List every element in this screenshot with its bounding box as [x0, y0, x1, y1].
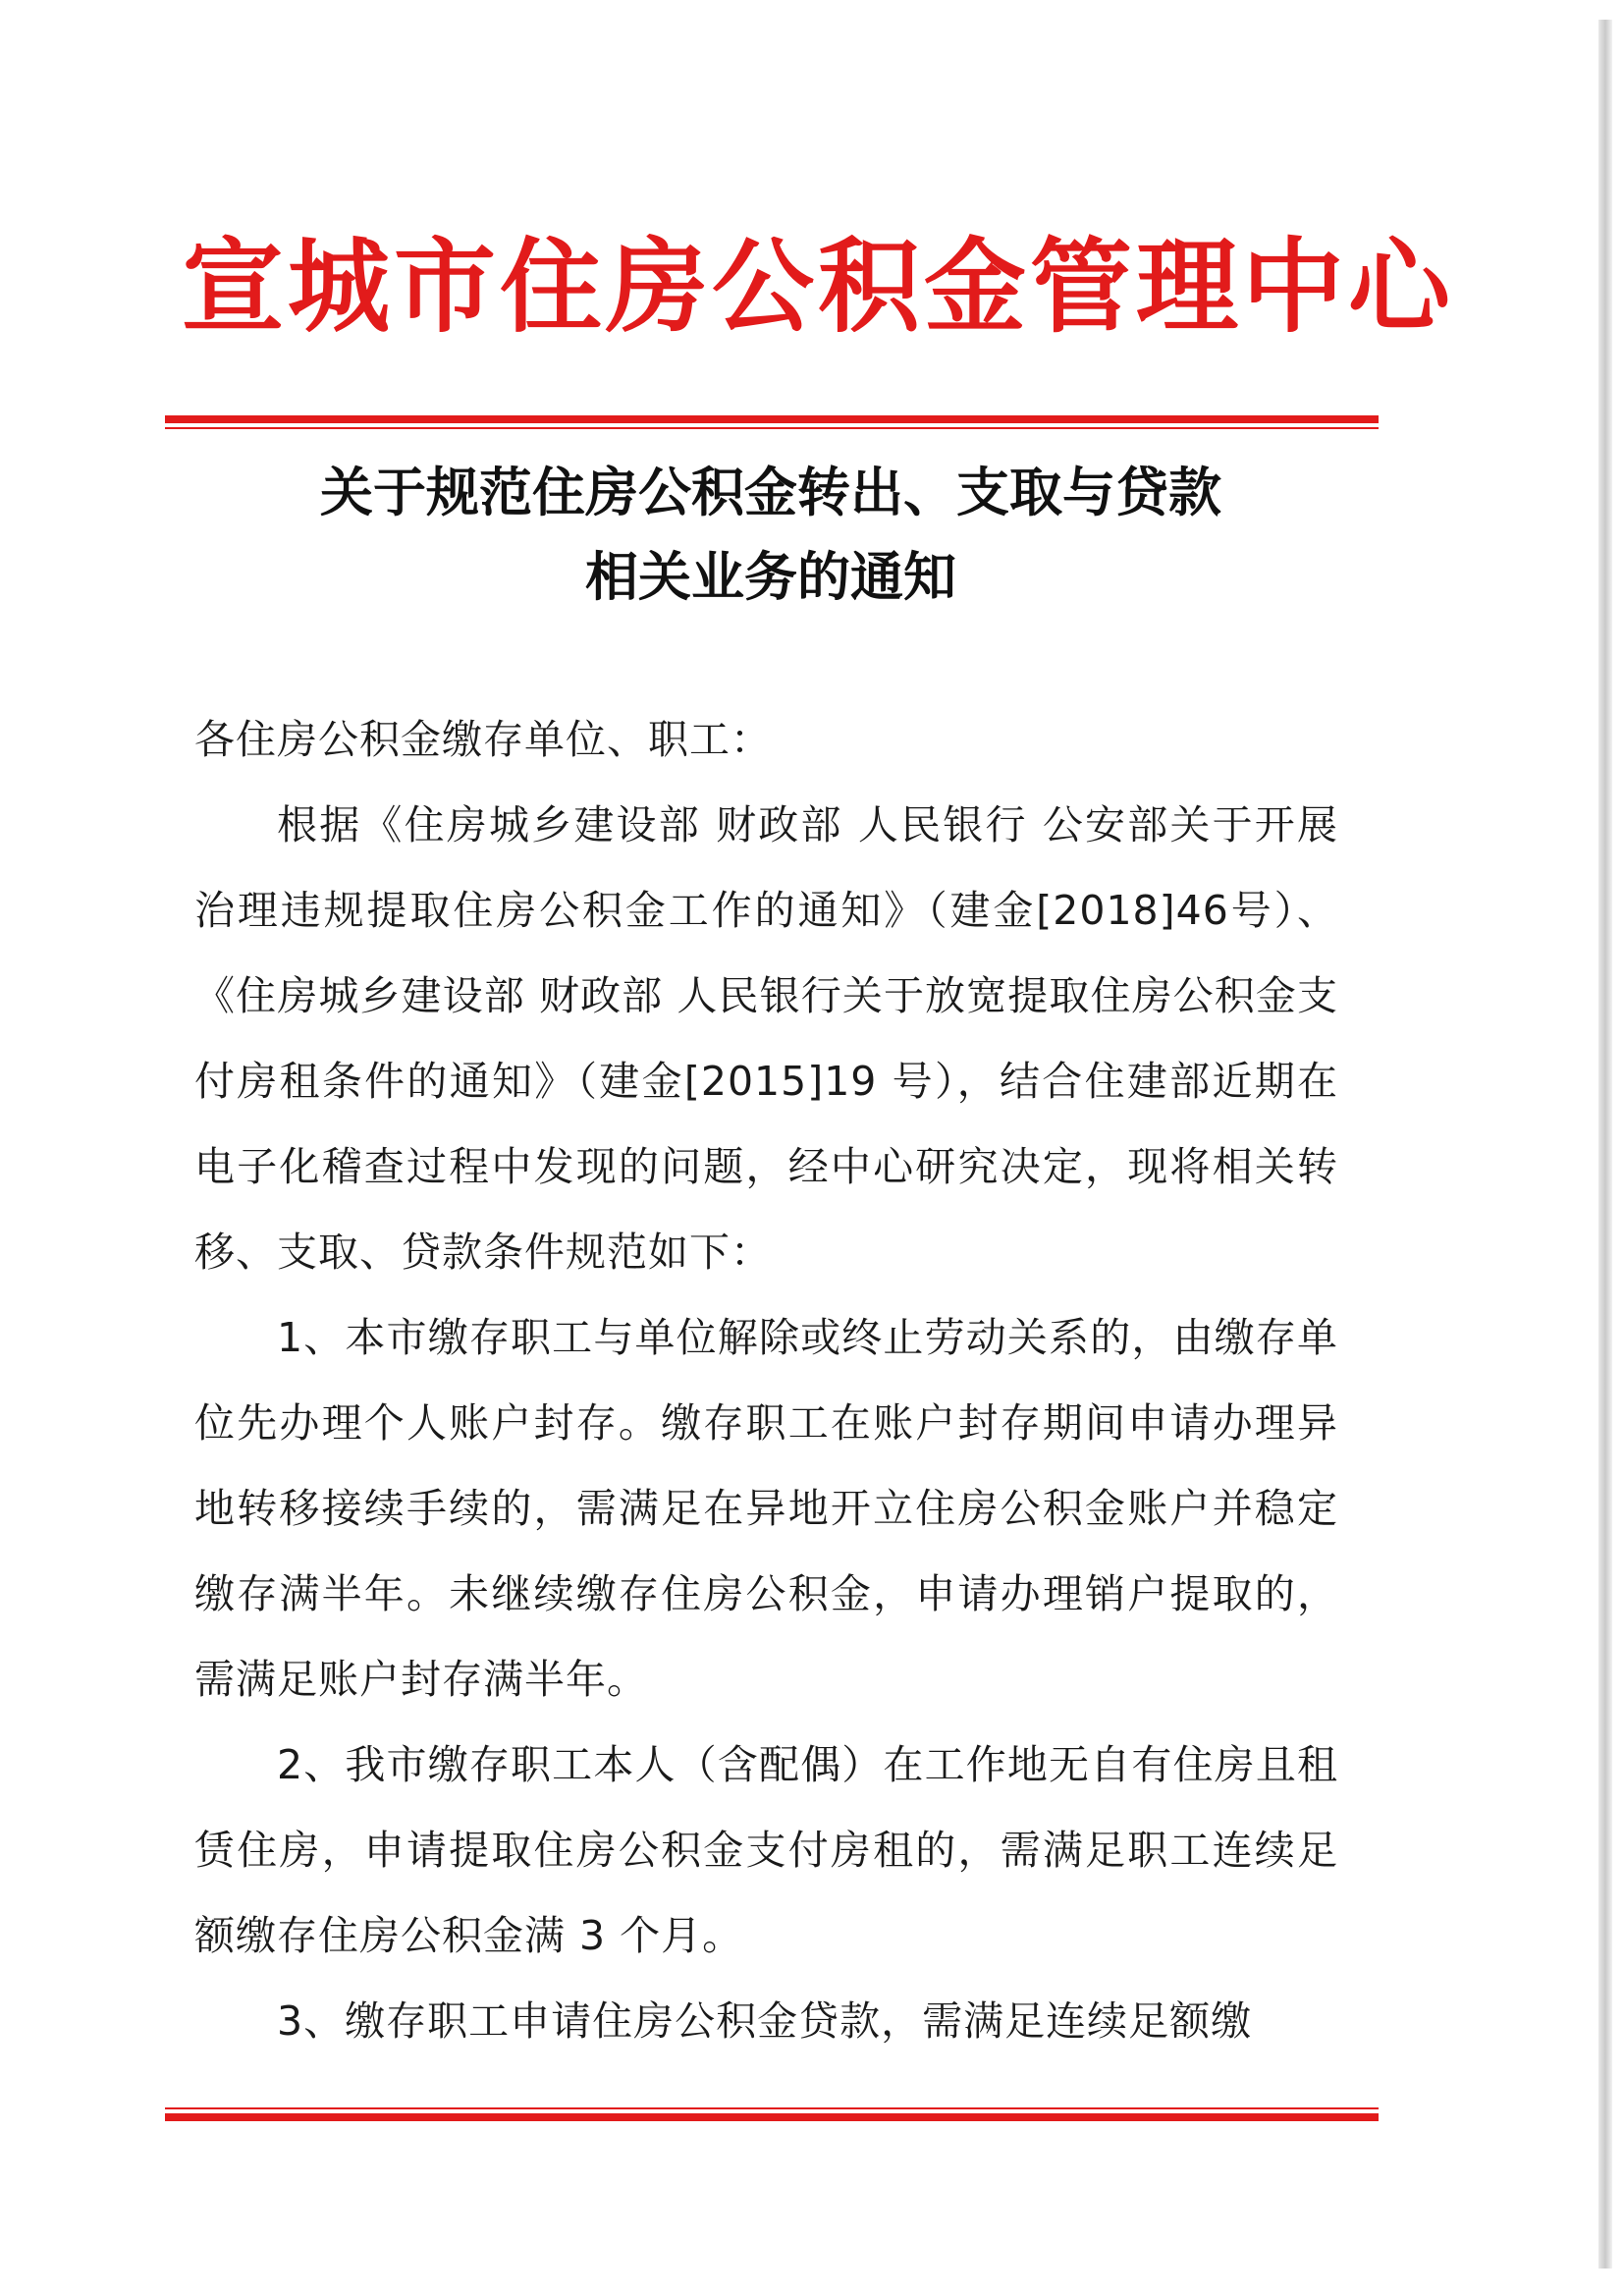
document-title [147, 450, 1394, 619]
item-3-paragraph: 3、缴存职工申请住房公积金贷款，需满足连续足额缴 [277, 1997, 1253, 2045]
item-2-paragraph: 2、我市缴存职工本人（含配偶）在工作地无自有住房且租赁住房，申请提取住房公积金支付房租的，需满足职工连续足额缴存住房公积金满 3 个月。 [194, 1741, 1338, 1959]
salutation: 各住房公积金缴存单位、职工： [194, 716, 772, 763]
intro-paragraph: 根据《住房城乡建设部 财政部 人民银行 公安部关于开展治理违规提取住房公积金工作的通知》（建金[2018]46号）、《住房城乡建设部 财政部 人民银行关于放宽提取住房公积金支付房租条件的通知》（建金[2015]19 号），结合住建部近期在电子化稽查过程中发现的问题，经中心研究决定，现将相关转移、支取、贷款条件规范如下： [194, 801, 1338, 1276]
letterhead-red-rule-thin [165, 427, 1379, 429]
footer-red-rule-thin [165, 2107, 1379, 2109]
letterhead-red-rule [165, 415, 1379, 423]
letterhead-org-name: 宣城市住房公积金管理中心 [182, 226, 1455, 347]
title-line-2: 相关业务的通知 [585, 545, 956, 608]
document-body [194, 697, 1338, 2064]
item-1-paragraph: 1、本市缴存职工与单位解除或终止劳动关系的，由缴存单位先办理个人账户封存。缴存职工在账户封存期间申请办理异地转移接续手续的，需满足在异地开立住房公积金账户并稳定缴存满半年。未继续缴存住房公积金，申请办理销户提取的，需满足账户封存满半年。 [194, 1314, 1338, 1703]
footer-red-rule [165, 2113, 1379, 2121]
title-line-1: 关于规范住房公积金转出、支取与贷款 [320, 461, 1221, 523]
page-edge-shadow [1598, 20, 1612, 2269]
